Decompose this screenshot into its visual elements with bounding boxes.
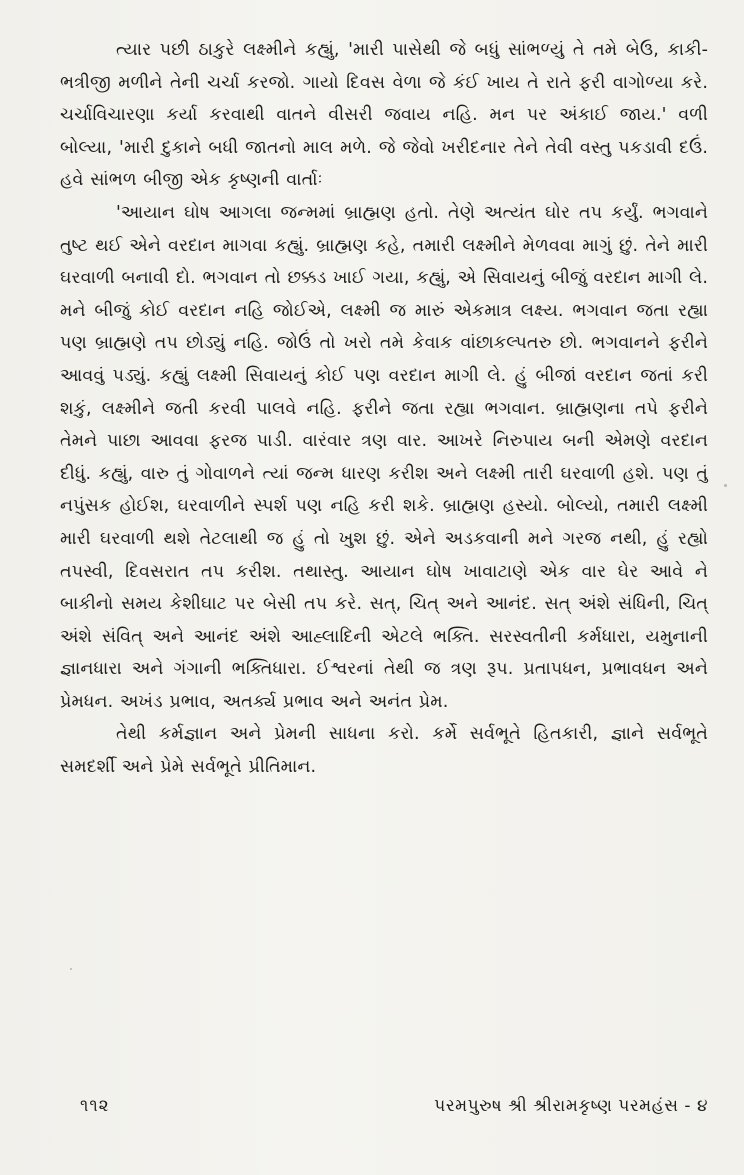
paper-speck <box>724 484 727 487</box>
paragraph-thakur-speech: ત્યાર પછી ઠાકુરે લક્ષ્મીને કહ્યું, 'મારી પાસેથી જે બધું સાંભળ્યું તે તમે બેઉ, કાકી-ભત્રીજી મળીને તેની ચર્ચા કરજો. ગાયો દિવસ વેળા જે કંઈ ખાય તે રાતે ફરી વાગોળ્યા કરે. ચર્ચાવિચારણા કર્યા કરવાથી વાતને વીસરી જવાય નહિ. મન પર અંકાઈ જાય.' વળી બોલ્યા, 'મારી દુકાને બધી જાતનો માલ મળે. જે જેવો ખરીદનાર તેને તેવી વસ્તુ પકડાવી દઉં. હવે સાંભળ બીજી એક કૃષ્ણની વાર્તાઃ <box>60 40 708 191</box>
page-number: ૧૧૨ <box>80 1096 110 1116</box>
page-footer <box>80 1096 708 1122</box>
paragraph-aayan-ghosh-story: 'આયાન ઘોષ આગલા જન્મમાં બ્રાહ્મણ હતો. તેણે અત્યંત ઘોર તપ કર્યું. ભગવાને તુષ્ટ થઈ એને વરદાન માગવા કહ્યું. બ્રાહ્મણ કહે, તમારી લક્ષ્મીને મેળવવા માગું છું. તેને મારી ઘરવાળી બનાવી દો. ભગવાન તો છક્કડ ખાઈ ગયા, કહ્યું, એ સિવાયનું બીજું વરદાન માગી લે. મને બીજું કોઈ વરદાન નહિ જોઈએ, લક્ષ્મી જ મારું એકમાત્ર લક્ષ્ય. ભગવાન જતા રહ્યા પણ બ્રાહ્મણે તપ છોડ્યું નહિ. જોઉં તો ખરો તમે કેવાક વાંછાકલ્પતરુ છો. ભગવાનને ફરીને આવવું પડ્યું. કહ્યું લક્ષ્મી સિવાયનું કોઈ પણ વરદાન માગી લે. હું બીજાં વરદાન જતાં કરી શકું, લક્ષ્મીને જતી કરવી પાલવે નહિ. ફરીને જતા રહ્યા ભગવાન. બ્રાહ્મણના તપે ફરીને તેમને પાછા આવવા ફરજ પાડી. વારંવાર ત્રણ વાર. આખરે નિરુપાય બની એમણે વરદાન દીધું. કહ્યું, વારુ તું ગોવાળને ત્યાં જન્મ ધારણ કરીશ અને લક્ષ્મી તારી ઘરવાળી હશે. પણ તું નપુંસક હોઈશ, ઘરવાળીને સ્પર્શ પણ નહિ કરી શકે. બ્રાહ્મણ હસ્યો. બોલ્યો, તમારી લક્ષ્મી મારી ઘરવાળી થશે તેટલાથી જ હું તો ખુશ છું. એને અડકવાની મને ગરજ નથી, હું રહ્યો તપસ્વી, દિવસરાત તપ કરીશ. તથાસ્તુ. આયાન ઘોષ ખાવાટાણે એક વાર ઘેર આવે ને બાકીનો સમય કેશીઘાટ પર બેસી તપ કરે. સત્, ચિત્ અને આનંદ. સત્ અંશે સંધિની, ચિત્ અંશે સંવિત્ અને આનંદ અંશે આહ્લાદિની એટલે ભક્તિ. સરસ્વતીની કર્મધારા, યમુનાની જ્ઞાનધારા અને ગંગાની ભક્તિધારા. ઈશ્વરનાં તેથી જ ત્રણ રૂપ. પ્રતાપધન, પ્રભાવધન અને પ્રેમધન. અખંડ પ્રભાવ, અતર્ક્ય પ્રભાવ અને અનંત પ્રેમ. <box>60 202 708 712</box>
paper-speck <box>70 968 72 970</box>
running-title: પરમપુરુષ શ્રી શ્રીરામકૃષ્ણ પરમહંસ - ૪ <box>434 1096 708 1116</box>
page-body-text <box>60 34 708 784</box>
paragraph-conclusion: તેથી કર્મજ્ઞાન અને પ્રેમની સાધના કરો. કર્મે સર્વભૂતે હિતકારી, જ્ઞાને સર્વભૂતે સમદર્શી અને પ્રેમે સર્વભૂતે પ્રીતિમાન. <box>60 724 708 778</box>
